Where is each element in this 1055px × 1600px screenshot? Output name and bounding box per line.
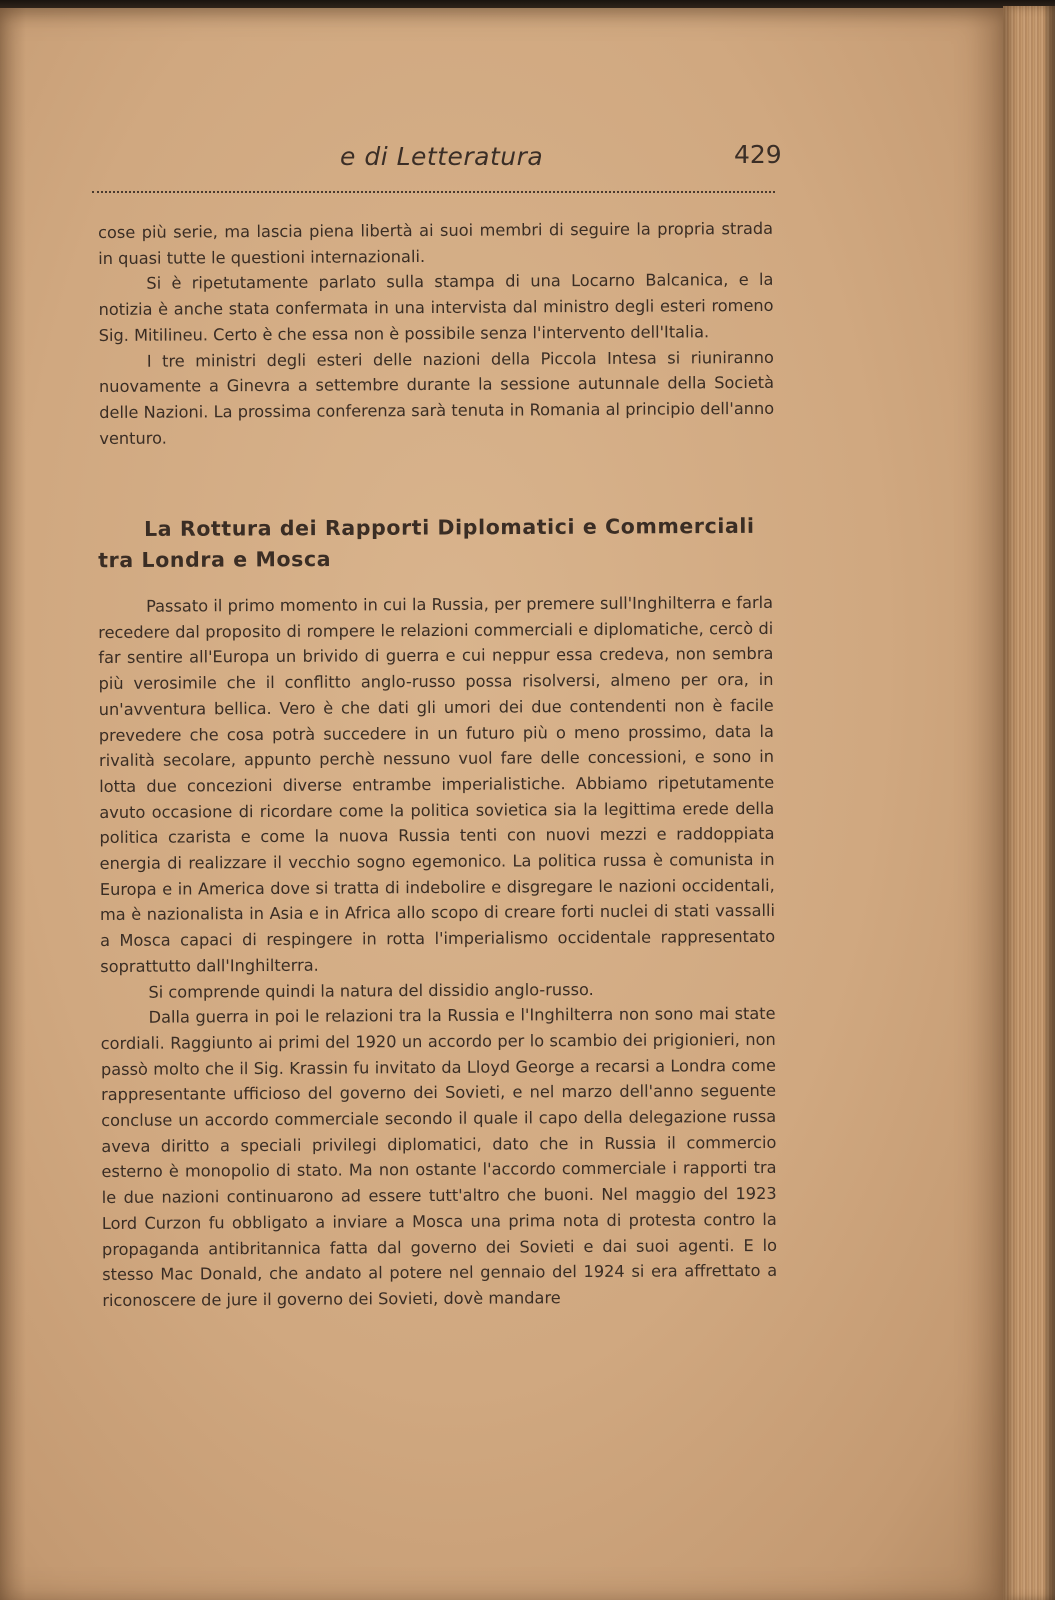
section-heading xyxy=(98,511,784,576)
section-text xyxy=(98,590,777,1314)
header-rule xyxy=(92,191,775,193)
paragraph: Passato il primo momento in cui la Russia, per premere sull'Inghilterra e farla recedere dal proposito di rompere le relazioni commerciali e diplomatiche, cercò di far sentire all'Europa un brivido di guerra e cui neppur essa credeva, non sembra più verosimile che il conflitto anglo-russo possa risolversi, almeno per ora, in un'avventura bellica. Vero è che dati gli umori dei due contendenti non è facile prevedere che cosa potrà succedere in un futuro più o meno prossimo, data la rivalità secolare, appunto perchè nessuno vuol fare delle concessioni, e sono in lotta due concezioni diverse entrambe imperialistiche. Abbiamo ripetutamente avuto occasione di ricordare come la politica sovietica sia la legittima erede della politica czarista e come la nuova Russia tenti con nuovi mezzi e raddoppiata energia di realizzare il vecchio sogno egemonico. La politica russa è comunista in Europa e in America dove si tratta di indebolire e disgregare le nazioni occidentali, ma è nazionalista in Asia e in Africa allo scopo di creare forti nuclei di stati vassalli a Mosca capaci di respingere in rotta l'imperialismo occidentale rappresentato soprattutto dall'Inghilterra. xyxy=(98,592,776,976)
running-head xyxy=(92,138,782,178)
paragraph: Si comprende quindi la natura del dissidio anglo-russo. xyxy=(148,979,594,1002)
paragraph: cose più serie, ma lascia piena libertà ai suoi membri di seguire la propria strada in quasi tutte le questioni internazionali. xyxy=(98,218,774,268)
gutter-shadow xyxy=(0,8,26,1600)
page-stack-edges xyxy=(1003,6,1055,1600)
paragraph: Dalla guerra in poi le relazioni tra la Russia e l'Inghilterra non sono mai state cordiali. Raggiunto ai primi del 1920 un accordo per lo scambio dei prigionieri, non passò molto che il Sig. Krassin fu invitato da Lloyd George a recarsi a Londra come rappresentante ufficioso del governo dei Sovieti, e nel marzo dell'anno seguente concluse un accordo commerciale secondo il quale il capo della delegazione russa aveva diritto a speciali privilegi diplomatici, dato che in Russia il commercio esterno è monopolio di stato. Ma non ostante l'accordo commerciale i rapporti tra le due nazioni continuarono ad essere tutt'altro che buoni. Nel maggio del 1923 Lord Curzon fu obbligato a inviare a Mosca una prima nota di protesta contro la propaganda antibritannica fatta dal governo dei Sovieti e dai suoi agenti. E lo stesso Mac Donald, che andato al potere nel gennaio del 1924 si era affrettato a riconoscere de jure il governo dei Sovieti, dovè mandare xyxy=(100,1004,778,1310)
heading-line-1: La Rottura dei Rapporti Diplomatici e Commerciali xyxy=(144,513,755,541)
heading-line-2: tra Londra e Mosca xyxy=(98,547,332,573)
paragraph: Si è ripetutamente parlato sulla stampa di una Locarno Balcanica, e la notizia è anche stata confermata in una intervista dal ministro degli esteri romeno Sig. Mitilineu. Certo è che essa non è possibile senza l'intervento dell'Italia. xyxy=(98,270,774,345)
intro-text xyxy=(98,216,774,451)
paragraph: I tre ministri degli esteri delle nazioni della Piccola Intesa si riuniranno nuovamente a Ginevra a settembre durante la sessione autunnale della Società delle Nazioni. La prossima conferenza sarà tenuta in Romania al principio dell'anno venturo. xyxy=(98,347,775,448)
book-page xyxy=(0,8,1005,1600)
running-title: e di Letteratura xyxy=(340,142,544,171)
page-number: 429 xyxy=(734,140,782,169)
